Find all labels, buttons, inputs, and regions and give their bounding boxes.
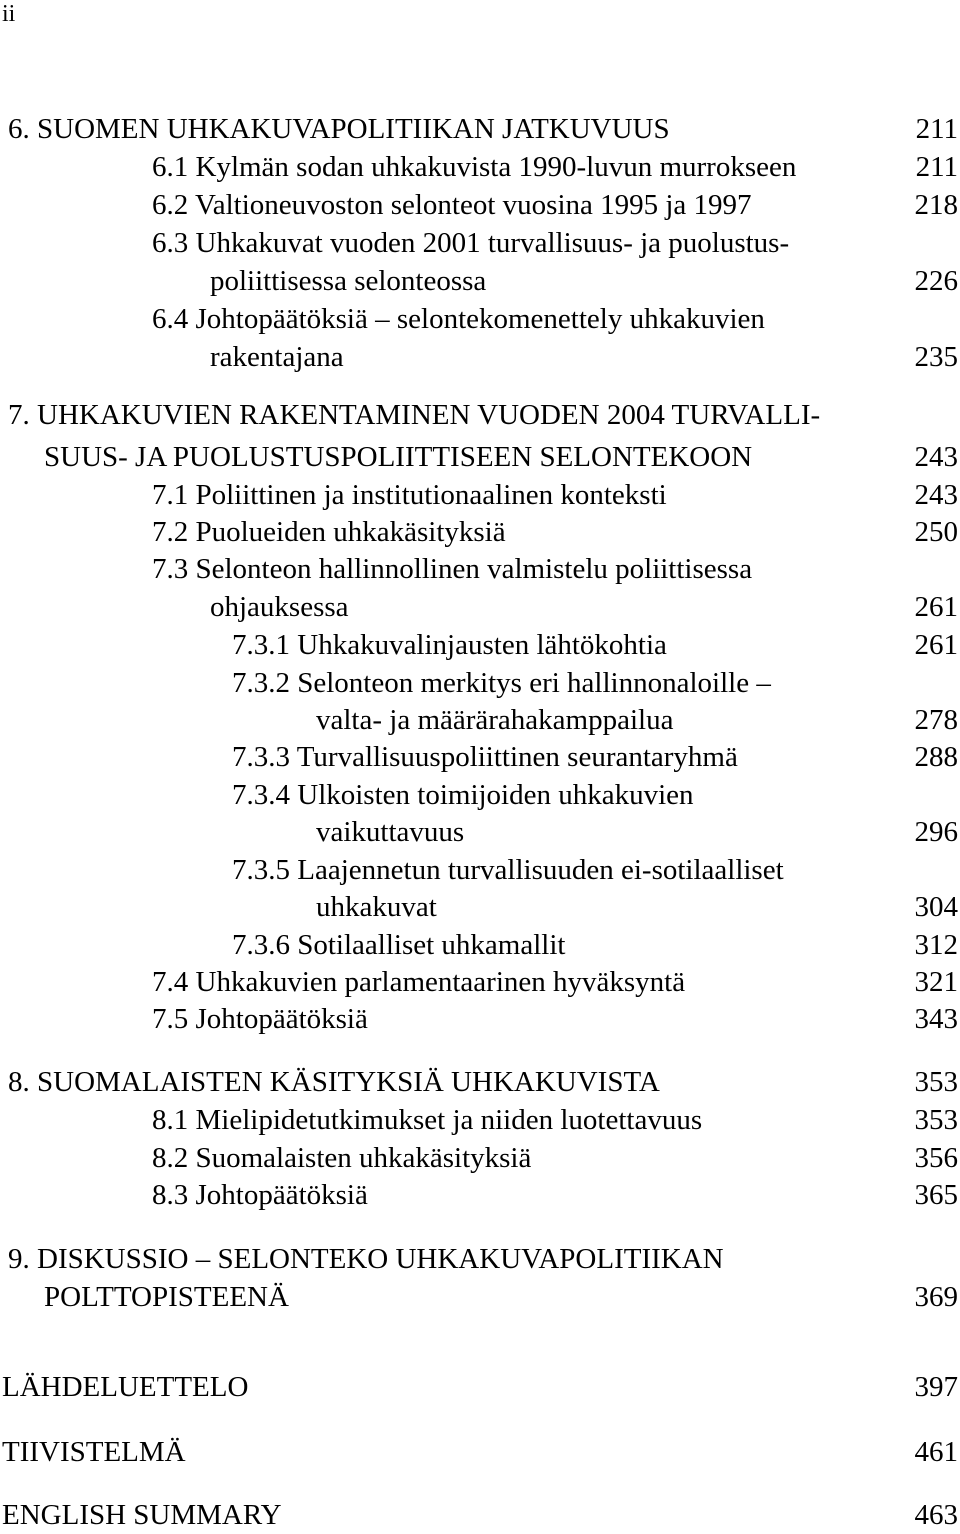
toc-entry-page: 250 bbox=[914, 516, 958, 548]
toc-entry-title: 8.1 Mielipidetutkimukset ja niiden luotettavuus bbox=[152, 1104, 703, 1136]
toc-entry bbox=[0, 1240, 960, 1278]
toc-entry bbox=[0, 851, 960, 889]
toc-entry-page: 365 bbox=[914, 1179, 958, 1211]
toc-entry bbox=[0, 926, 960, 964]
toc-entry-title: valta- ja määrärahakamppailua bbox=[316, 704, 674, 736]
toc-entry bbox=[0, 664, 960, 702]
toc-entry bbox=[0, 438, 960, 476]
toc-entry-page: 278 bbox=[914, 704, 958, 736]
toc-entry-page: 235 bbox=[914, 341, 958, 373]
toc-entry bbox=[0, 148, 960, 186]
toc-entry-title: LÄHDELUETTELO bbox=[2, 1371, 249, 1403]
toc-entry bbox=[0, 813, 960, 851]
toc-entry bbox=[0, 186, 960, 224]
toc-entry bbox=[0, 300, 960, 338]
toc-entry-page: 243 bbox=[914, 479, 958, 511]
toc-entry-title: uhkakuvat bbox=[316, 891, 437, 923]
toc-entry-title: 8.3 Johtopäätöksiä bbox=[152, 1179, 368, 1211]
toc-entry-page: 218 bbox=[914, 189, 958, 221]
toc-entry-page: 353 bbox=[914, 1104, 958, 1136]
toc-entry bbox=[0, 1101, 960, 1139]
toc-entry-page: 461 bbox=[914, 1436, 958, 1468]
toc-entry bbox=[0, 1496, 960, 1534]
toc-entry bbox=[0, 550, 960, 588]
toc-entry-title: 7.3.2 Selonteon merkitys eri hallinnonaloille – bbox=[232, 667, 771, 699]
toc-entry-page: 243 bbox=[914, 441, 958, 473]
toc-entry bbox=[0, 1139, 960, 1177]
toc-entry bbox=[0, 396, 960, 434]
toc-entry-page: 261 bbox=[914, 629, 958, 661]
toc-entry-title: 6.1 Kylmän sodan uhkakuvista 1990-luvun murrokseen bbox=[152, 151, 797, 183]
toc-entry-title: 6. SUOMEN UHKAKUVAPOLITIIKAN JATKUVUUS bbox=[8, 113, 670, 145]
toc-entry-title: rakentajana bbox=[210, 341, 344, 373]
toc-entry-title: vaikuttavuus bbox=[316, 816, 465, 848]
toc-entry-page: 296 bbox=[914, 816, 958, 848]
toc-entry-page: 211 bbox=[915, 151, 958, 183]
toc-entry-title: 7.3.5 Laajennetun turvallisuuden ei-sotilaalliset bbox=[232, 854, 784, 886]
toc-entry-title: 8.2 Suomalaisten uhkakäsityksiä bbox=[152, 1142, 532, 1174]
toc-entry-page: 312 bbox=[914, 929, 958, 961]
toc-entry bbox=[0, 1176, 960, 1214]
toc-entry bbox=[0, 476, 960, 514]
toc-entry-page: 369 bbox=[914, 1281, 958, 1313]
toc-entry bbox=[0, 888, 960, 926]
toc-entry bbox=[0, 338, 960, 376]
toc-entry-page: 261 bbox=[914, 591, 958, 623]
toc-entry bbox=[0, 963, 960, 1001]
toc-entry-page: 463 bbox=[914, 1499, 958, 1531]
toc-entry-page: 397 bbox=[914, 1371, 958, 1403]
toc-entry-title: poliittisessa selonteossa bbox=[210, 265, 487, 297]
toc-entry bbox=[0, 1278, 960, 1316]
page-number: ii bbox=[2, 1, 16, 27]
toc-entry-title: 7.3.4 Ulkoisten toimijoiden uhkakuvien bbox=[232, 779, 694, 811]
toc-entry-title: 7.3.3 Turvallisuuspoliittinen seurantaryhmä bbox=[232, 741, 738, 773]
toc-entry bbox=[0, 110, 960, 148]
toc-entry bbox=[0, 701, 960, 739]
toc-entry-page: 304 bbox=[914, 891, 958, 923]
toc-entry-page: 226 bbox=[914, 265, 958, 297]
toc-entry bbox=[0, 776, 960, 814]
toc-entry-page: 211 bbox=[915, 113, 958, 145]
toc-entry-title: ENGLISH SUMMARY bbox=[2, 1499, 282, 1531]
toc-entry-title: 7.1 Poliittinen ja institutionaalinen konteksti bbox=[152, 479, 667, 511]
toc-entry-title: 6.4 Johtopäätöksiä – selontekomenettely uhkakuvien bbox=[152, 303, 765, 335]
toc-entry bbox=[0, 262, 960, 300]
toc-entry bbox=[0, 738, 960, 776]
toc-entry-page: 353 bbox=[914, 1066, 958, 1098]
toc-entry bbox=[0, 1368, 960, 1406]
toc-entry-page: 343 bbox=[914, 1003, 958, 1035]
toc-entry-page: 321 bbox=[914, 966, 958, 998]
toc-entry-title: 7.2 Puolueiden uhkakäsityksiä bbox=[152, 516, 506, 548]
toc-entry-title: POLTTOPISTEENÄ bbox=[44, 1281, 289, 1313]
toc-entry bbox=[0, 224, 960, 262]
toc-entry-title: 6.2 Valtioneuvoston selonteot vuosina 1995 ja 1997 bbox=[152, 189, 752, 221]
toc-entry-title: 7. UHKAKUVIEN RAKENTAMINEN VUODEN 2004 TURVALLI- bbox=[8, 399, 821, 431]
toc-entry bbox=[0, 1000, 960, 1038]
toc-entry-title: 7.3.6 Sotilaalliset uhkamallit bbox=[232, 929, 566, 961]
toc-entry-title: ohjauksessa bbox=[210, 591, 349, 623]
toc-entry bbox=[0, 626, 960, 664]
toc-entry-title: 7.4 Uhkakuvien parlamentaarinen hyväksyntä bbox=[152, 966, 686, 998]
toc-entry bbox=[0, 588, 960, 626]
toc-entry bbox=[0, 513, 960, 551]
toc-entry-title: SUUS- JA PUOLUSTUSPOLIITTISEEN SELONTEKOON bbox=[44, 441, 753, 473]
toc-entry-page: 288 bbox=[914, 741, 958, 773]
toc-entry bbox=[0, 1433, 960, 1471]
toc-entry-title: 8. SUOMALAISTEN KÄSITYKSIÄ UHKAKUVISTA bbox=[8, 1066, 660, 1098]
toc-entry-title: 6.3 Uhkakuvat vuoden 2001 turvallisuus- ja puolustus- bbox=[152, 227, 790, 259]
toc-entry-title: 9. DISKUSSIO – SELONTEKO UHKAKUVAPOLITIIKAN bbox=[8, 1243, 724, 1275]
toc-entry-title: 7.5 Johtopäätöksiä bbox=[152, 1003, 368, 1035]
toc-entry-page: 356 bbox=[914, 1142, 958, 1174]
toc-entry bbox=[0, 1063, 960, 1101]
toc-entry-title: 7.3.1 Uhkakuvalinjausten lähtökohtia bbox=[232, 629, 667, 661]
toc-entry-title: 7.3 Selonteon hallinnollinen valmistelu poliittisessa bbox=[152, 553, 753, 585]
toc-entry-title: TIIVISTELMÄ bbox=[2, 1436, 186, 1468]
